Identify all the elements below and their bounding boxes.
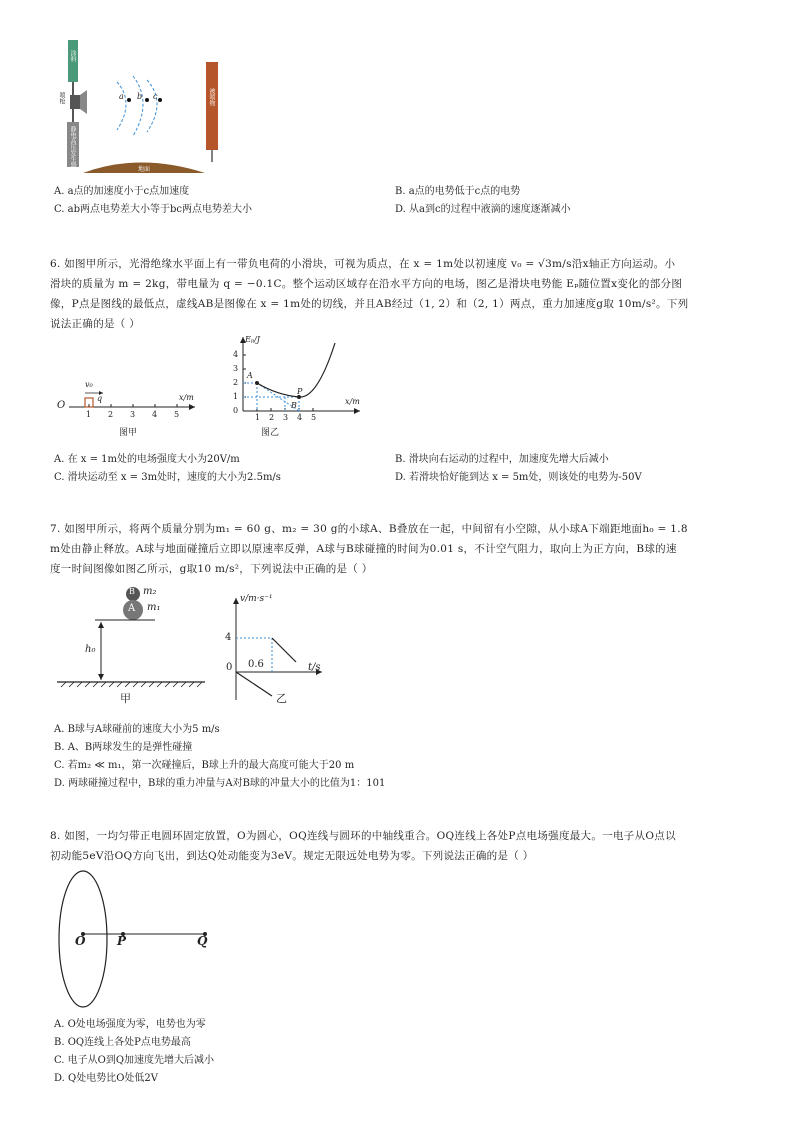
- q7-option-c: C. 若m₂ ≪ m₁，第一次碰撞后，B球上升的最大高度可能大于20 m: [54, 760, 355, 771]
- q6-option-b: B. 滑块向右运动的过程中，加速度先增大后减小: [395, 454, 609, 465]
- x-axis-label: x/m: [345, 397, 360, 406]
- y-axis-label: Eₚ/J: [245, 335, 260, 344]
- point-b-label: B: [291, 401, 297, 410]
- tick-4: 4: [152, 410, 158, 419]
- q7-line-2: m处由静止释放。A球与地面碰撞后立即以原速率反弹，A球与B球碰撞的时间为0.01 s，不计空气阻力，取向上为正方向，B球的速: [50, 543, 677, 555]
- q7-stem: [50, 519, 750, 579]
- v0-label: v₀: [85, 380, 93, 389]
- label-gun: 喷枪: [58, 92, 65, 104]
- y-axis-label: v/m·s⁻¹: [240, 594, 273, 604]
- q5-option-b: B. a点的电势低于c点的电势: [395, 186, 521, 197]
- xtick-4: 4: [297, 413, 303, 422]
- m2-label: m₂: [143, 586, 157, 597]
- zero-label: 0: [226, 662, 233, 673]
- q7-option-a: A. B球与A球碰前的速度大小为5 m/s: [54, 724, 220, 735]
- ball-b-label: B: [129, 587, 135, 596]
- q7-option-b: B. A、B两球发生的是弹性碰撞: [54, 742, 193, 753]
- workpiece: [206, 62, 218, 150]
- q6-option-c: C. 滑块运动至 x = 3m处时，速度的大小为2.5m/s: [54, 472, 281, 483]
- q7-figure-a: [55, 582, 215, 707]
- ytick-0: 0: [233, 406, 239, 415]
- q6-figure-a: [55, 380, 205, 440]
- tick-5: 5: [174, 410, 180, 419]
- label-workpiece: 被喷物: [208, 88, 215, 106]
- xtick-1: 1: [255, 413, 261, 422]
- q8-option-b: B. OQ连线上各处P点电势最高: [54, 1037, 191, 1048]
- point-a-label: a: [119, 92, 124, 101]
- q8-line-1: 8. 如图，一均匀带正电圆环固定放置，O为圆心，OQ连线与圆环的中轴线重合。OQ连线上各处P点电场强度最大。一电子从O点以: [50, 830, 676, 842]
- label-material: 涂料: [69, 50, 76, 62]
- q8-option-a: A. O处电场强度为零，电势也为零: [54, 1019, 206, 1030]
- point-p-label: P: [297, 387, 303, 396]
- point-p-label: P: [117, 934, 127, 948]
- q6-option-a: A. 在 x = 1m处的电场强度大小为20V/m: [54, 454, 240, 465]
- x-axis-label: t/s: [308, 662, 321, 673]
- point-o-label: O: [75, 934, 86, 948]
- q8-line-2: 初动能5eV沿OQ方向飞出，到达Q处动能变为3eV。规定无限远处电势为零。下列说法正确的是（ ）: [50, 850, 534, 862]
- q7-figure-b: [222, 592, 332, 707]
- q6-stem: [50, 254, 750, 334]
- point-q-label: Q: [197, 934, 208, 948]
- ytick-3: 3: [233, 364, 239, 373]
- q-label: q: [97, 394, 103, 403]
- t06-label: 0.6: [248, 659, 264, 670]
- q8-option-d: D. Q处电势比O处低2V: [54, 1073, 158, 1084]
- xtick-2: 2: [269, 413, 275, 422]
- ytick-4: 4: [233, 350, 239, 359]
- caption-yi: 乙: [276, 692, 287, 705]
- q5-option-d: D. 从a到c的过程中液滴的速度逐渐减小: [395, 204, 571, 215]
- q6-line-3: 像，P点是图线的最低点，虚线AB是图像在 x = 1m处的切线，并且AB经过（1, 2）和（2, 1）两点，重力加速度g取 10m/s²。下列: [50, 298, 689, 310]
- q8-option-c: C. 电子从O到Q加速度先增大后减小: [54, 1055, 215, 1066]
- caption-jia: 甲: [120, 692, 131, 705]
- point-c-label: c: [153, 92, 158, 101]
- origin-label: O: [57, 400, 66, 411]
- q6-figure-b: [225, 333, 375, 441]
- figure-spray: [55, 40, 235, 175]
- q8-stem: [50, 826, 750, 866]
- x-axis-label: x/m: [179, 393, 194, 402]
- q5-option-a: A. a点的加速度小于c点加速度: [54, 186, 190, 197]
- point-b-label: b: [137, 92, 143, 101]
- caption-jia: 图甲: [119, 428, 138, 438]
- xtick-5: 5: [311, 413, 317, 422]
- tick-1: 1: [86, 410, 92, 419]
- q7-line-3: 度一时间图像如图乙所示，g取10 m/s²，下列说法中正确的是（ ）: [50, 563, 373, 575]
- ytick-1: 1: [233, 392, 239, 401]
- tick-2: 2: [108, 410, 114, 419]
- q6-line-1: 6. 如图甲所示，光滑绝缘水平面上有一带负电荷的小滑块，可视为质点，在 x = 1m处以初速度 v₀ = √3m/s沿x轴正方向运动。小: [50, 258, 676, 270]
- point-a-label: A: [247, 371, 253, 380]
- tick-3: 3: [130, 410, 136, 419]
- q6-option-d: D. 若滑块恰好能到达 x = 5m处，则该处的电势为-50V: [395, 472, 642, 483]
- q6-line-4: 说法正确的是（ ）: [50, 318, 141, 330]
- ball-a-label: A: [128, 603, 136, 614]
- ytick-2: 2: [233, 378, 239, 387]
- caption-yi: 图乙: [261, 428, 280, 438]
- q7-option-d: D. 两球碰撞过程中，B球的重力冲量与A对B球的冲量大小的比值为1：101: [54, 778, 386, 789]
- m1-label: m₁: [147, 602, 161, 613]
- xtick-3: 3: [283, 413, 289, 422]
- q6-line-2: 滑块的质量为 m = 2kg，带电量为 q = −0.1C。整个运动区域存在沿水平方向的电场，图乙是滑块电势能 Eₚ随位置x变化的部分图: [50, 278, 683, 290]
- q5-option-c: C. ab两点电势差大小等于bc两点电势差大小: [54, 204, 253, 215]
- h0-label: h₀: [85, 644, 96, 655]
- q7-line-1: 7. 如图甲所示，将两个质量分别为m₁ = 60 g、m₂ = 30 g的小球A、B叠放在一起，中间留有小空隙，从小球A下端距地面h₀ = 1.8: [50, 523, 688, 535]
- v4-label: 4: [225, 632, 232, 643]
- q8-figure: [55, 868, 225, 1010]
- label-ground: 地面: [138, 166, 151, 173]
- label-generator: 静电高压发生器: [69, 126, 76, 168]
